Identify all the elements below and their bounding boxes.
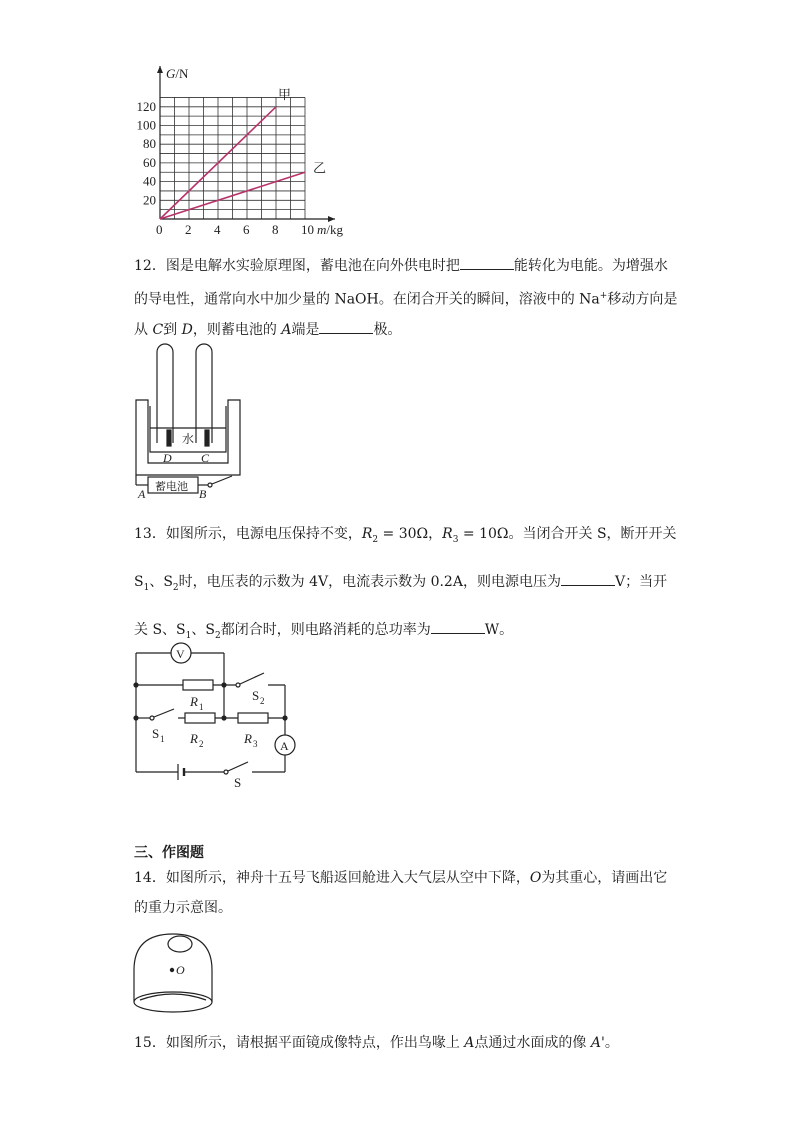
switch-pivot	[208, 483, 212, 487]
q13-blank-2	[431, 619, 485, 634]
q13-line1-a: 13．如图所示，电源电压保持不变，	[134, 526, 362, 542]
node	[283, 716, 287, 720]
q13-line3-s2: 2	[214, 630, 221, 641]
q13-line2-s2: 2	[172, 582, 179, 593]
electrode-C	[205, 430, 209, 446]
x-tick-label: 10	[301, 222, 314, 237]
capsule-diagram	[128, 930, 218, 1020]
y-tick-label: 100	[136, 117, 156, 133]
q13-text	[134, 513, 677, 656]
q15-A: A	[464, 1035, 475, 1051]
q15-line1	[134, 1028, 674, 1058]
q15-line1-c: 。	[604, 1035, 619, 1051]
S2-sub: 2	[260, 696, 265, 706]
capsule-hatch	[168, 936, 192, 952]
q12-line3-d: 端是	[291, 321, 320, 338]
R2-label: R	[190, 731, 198, 746]
x-tick-label: 2	[185, 222, 192, 237]
q12-line1	[134, 251, 674, 281]
q13-R2-sub: 2	[372, 534, 379, 545]
q12-line3-b: 到	[163, 321, 182, 338]
q13-line2	[134, 561, 674, 609]
label-D: D	[163, 451, 172, 465]
R2-sub: 2	[199, 739, 204, 749]
switch-S-pivot	[224, 770, 228, 774]
q12-line3-e: 极。	[373, 321, 402, 338]
chart-grid	[160, 97, 305, 219]
q13-line3-c: 都闭合时，则电路消耗的总功率为	[220, 621, 431, 638]
battery-label: 蓄电池	[155, 481, 188, 493]
series-label-1: 甲	[278, 86, 292, 102]
q13-R3-sub: 3	[452, 534, 459, 545]
q12-blank-1	[460, 255, 514, 270]
center-of-gravity-dot	[170, 968, 173, 971]
resistor-R2	[185, 713, 215, 723]
q13-line2-a: S	[134, 573, 144, 590]
switch-S-blade	[228, 762, 248, 771]
q14-line1-a: 14．如图所示，神舟十五号飞船返回舱进入大气层从空中下降，	[134, 870, 530, 886]
resistor-R1	[183, 680, 213, 690]
q15-text	[134, 1028, 674, 1058]
q12-na-sup: +	[599, 291, 608, 301]
S-label: S	[234, 775, 242, 790]
q12-D: D	[181, 321, 193, 338]
y-tick-label: 20	[143, 192, 156, 208]
q13-line2-c: 时，电压表的示数为 4V，电流表示数为 0.2A，则电源电压为	[178, 573, 561, 590]
water-label: 水	[182, 432, 195, 446]
q14-text	[134, 863, 674, 923]
q12-C: C	[152, 321, 164, 338]
q12-line2	[134, 281, 678, 315]
q13-line3-a: 关 S、S	[134, 621, 186, 638]
switch-S1-pivot	[150, 716, 154, 720]
x-tick-label: 4	[214, 222, 221, 237]
q13-line2-s1: 1	[143, 582, 150, 593]
S1-label: S	[152, 726, 160, 741]
q12-line2-b: 移动方向是	[607, 291, 678, 308]
q15-line1-b: 点通过水面成的像	[474, 1035, 591, 1051]
q12-blank-2	[319, 319, 373, 334]
circuit-diagram	[128, 640, 298, 790]
section-title: 三、作图题	[134, 845, 204, 861]
switch-S1-blade	[154, 709, 174, 717]
q12-text	[134, 251, 678, 345]
q12-line2-a: 的导电性，通常向水中加少量的 NaOH。在闭合开关的瞬间，溶液中的 Na	[134, 291, 600, 308]
resistor-R3	[238, 713, 268, 723]
y-tick-label: 80	[143, 136, 156, 152]
q13-blank-1	[561, 571, 615, 586]
switch-S2-pivot	[236, 683, 240, 687]
R3-sub: 3	[253, 739, 258, 749]
q13-R3-val: = 10Ω。当闭合开关 S，断开开关	[458, 526, 677, 542]
q14-line1-b: 为其重心，请画出它	[541, 870, 668, 886]
q13-line3-s1: 1	[185, 630, 192, 641]
switch-S2-blade	[240, 673, 264, 684]
label-A: A	[138, 487, 146, 500]
x-tick-label: 6	[243, 222, 250, 237]
x-tick-label: 8	[272, 222, 279, 237]
label-B: B	[199, 487, 207, 500]
S1-sub: 1	[160, 734, 165, 744]
S2-label: S	[252, 688, 260, 703]
y-tick-label: 40	[143, 173, 156, 189]
x-tick-label: 0	[156, 222, 163, 237]
q13-R3: R	[442, 526, 453, 542]
q15-line1-a: 15．如图所示，请根据平面镜成像特点，作出鸟喙上	[134, 1035, 465, 1051]
capsule-heatshield	[140, 994, 206, 1000]
y-axis-label: G/N	[166, 66, 189, 81]
electrolysis-diagram	[128, 340, 248, 500]
q12-line1-a: 12．图是电解水实验原理图，蓄电池在向外供电时把	[134, 258, 460, 274]
switch-blade	[212, 476, 232, 484]
q13-R2-val: = 30Ω，	[378, 526, 443, 542]
q13-line1	[134, 513, 677, 561]
y-axis-arrow	[157, 66, 163, 73]
q13-line3-d: W。	[484, 621, 514, 638]
q13-line2-d: V；当开	[614, 573, 668, 590]
capsule-base	[134, 992, 212, 1012]
gm-chart	[125, 60, 365, 245]
q14-line1	[134, 863, 674, 893]
series-label-2: 乙	[313, 160, 327, 176]
R1-sub: 1	[199, 702, 204, 712]
R1-label: R	[190, 694, 198, 709]
electrode-D	[167, 430, 171, 446]
q13-line2-b: 、S	[149, 573, 173, 590]
label-C: C	[201, 451, 210, 465]
q14-line2: 的重力示意图。	[134, 900, 232, 916]
y-tick-label: 60	[143, 154, 156, 170]
capsule-O-label: O	[176, 963, 185, 977]
R3-label: R	[244, 731, 252, 746]
q13-R2: R	[361, 526, 373, 542]
y-tick-label: 120	[136, 98, 156, 114]
ammeter-label: A	[280, 739, 289, 753]
q12-line3-c: ，则蓄电池的	[192, 321, 282, 338]
x-axis-label: m/kg	[317, 222, 344, 237]
q12-line1-b: 能转化为电能。为增强水	[513, 258, 668, 274]
q14-O: O	[529, 870, 542, 886]
q13-line3-b: 、S	[191, 621, 215, 638]
q15-A-prime: A'	[590, 1035, 605, 1051]
q12-A: A	[281, 321, 292, 338]
q12-line3-a: 从	[134, 321, 153, 338]
voltmeter-label: V	[176, 647, 185, 661]
